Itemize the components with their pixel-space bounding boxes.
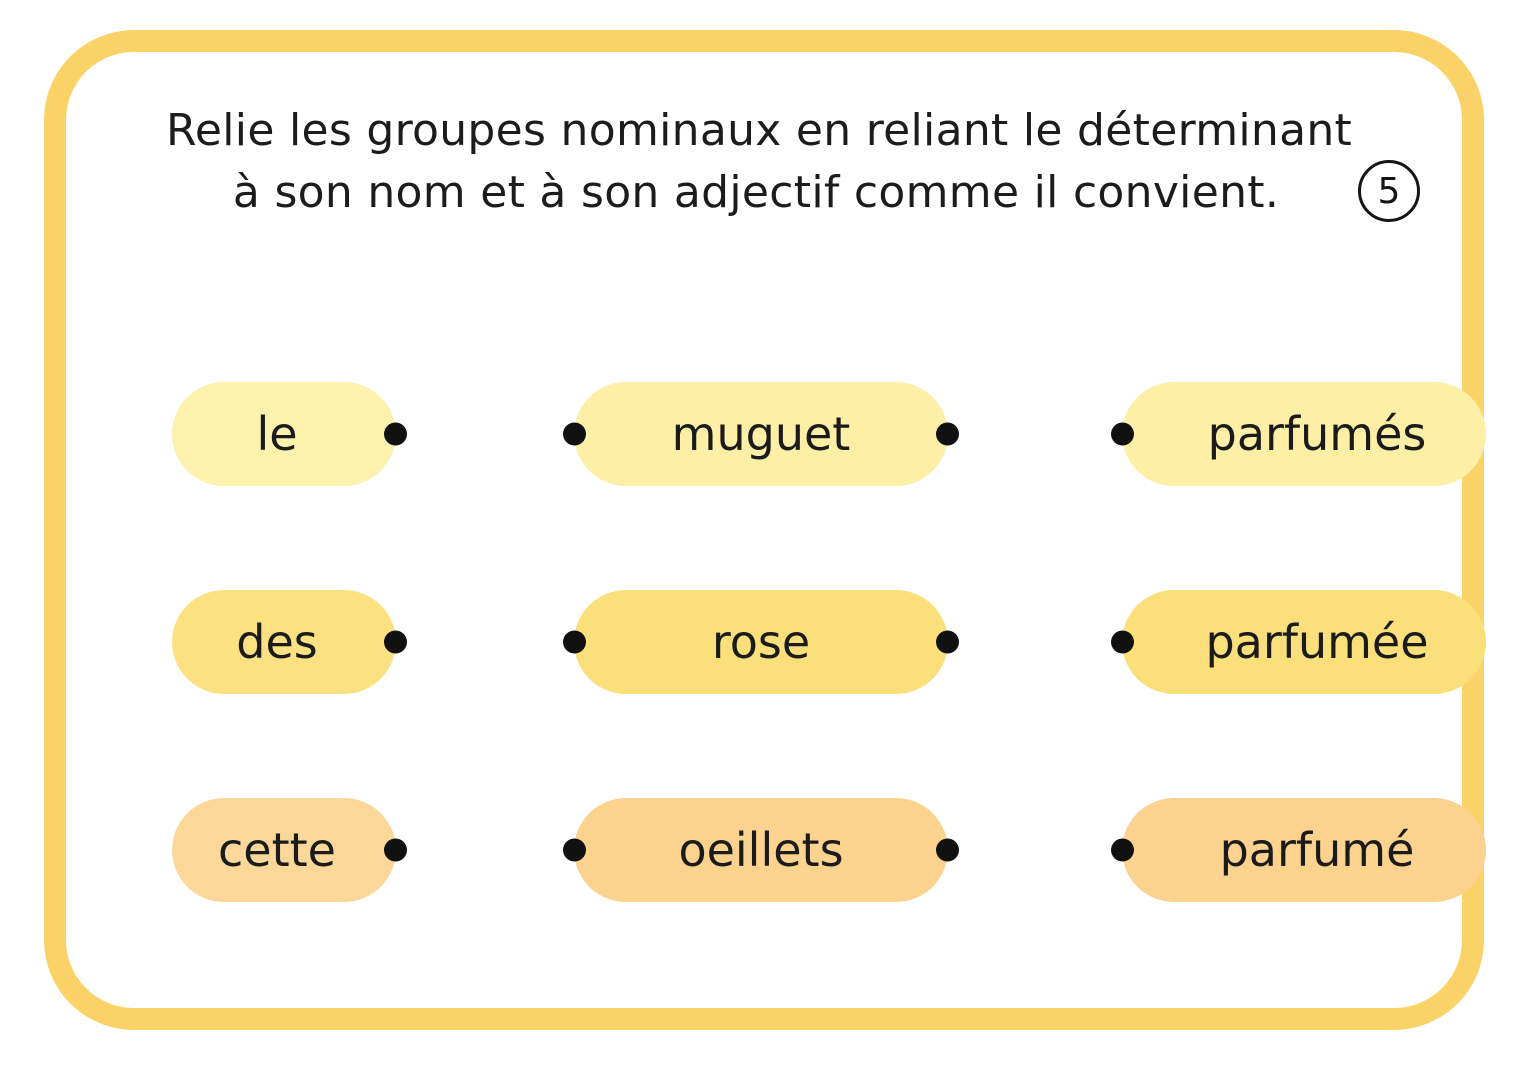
exercise-number-badge: 5 — [1358, 160, 1420, 222]
adjective-label: parfumé — [1219, 823, 1415, 877]
determinant-pill[interactable] — [172, 590, 396, 694]
connector-dot-icon[interactable] — [384, 631, 407, 654]
matching-board — [96, 352, 1472, 952]
noun-pill[interactable] — [574, 798, 948, 902]
determinant-label: le — [256, 407, 298, 461]
matching-row — [96, 590, 1472, 694]
instruction-text — [166, 100, 1353, 225]
connector-dot-icon[interactable] — [384, 423, 407, 446]
noun-pill[interactable] — [574, 590, 948, 694]
connector-dot-icon[interactable] — [1111, 423, 1134, 446]
instruction-line-1: Relie les groupes nominaux en reliant le déterminant — [166, 105, 1353, 156]
determinant-label: cette — [218, 823, 336, 877]
connector-dot-icon[interactable] — [1111, 839, 1134, 862]
adjective-label: parfumée — [1205, 615, 1429, 669]
instruction-line-2: à son nom et à son adjectif comme il convient. — [232, 167, 1280, 219]
determinant-pill[interactable] — [172, 382, 396, 486]
exercise-card — [44, 30, 1484, 1030]
connector-dot-icon[interactable] — [563, 423, 586, 446]
connector-dot-icon[interactable] — [936, 423, 959, 446]
noun-label: oeillets — [678, 823, 844, 877]
connector-dot-icon[interactable] — [384, 839, 407, 862]
adjective-pill[interactable] — [1122, 798, 1486, 902]
connector-dot-icon[interactable] — [936, 631, 959, 654]
determinant-label: des — [236, 615, 318, 669]
connector-dot-icon[interactable] — [563, 839, 586, 862]
adjective-pill[interactable] — [1122, 382, 1486, 486]
connector-dot-icon[interactable] — [1111, 631, 1134, 654]
noun-label: muguet — [671, 407, 851, 461]
adjective-label: parfumés — [1207, 407, 1427, 461]
connector-dot-icon[interactable] — [936, 839, 959, 862]
noun-label: rose — [711, 615, 811, 669]
determinant-pill[interactable] — [172, 798, 396, 902]
noun-pill[interactable] — [574, 382, 948, 486]
adjective-pill[interactable] — [1122, 590, 1486, 694]
matching-row — [96, 382, 1472, 486]
matching-row — [96, 798, 1472, 902]
connector-dot-icon[interactable] — [563, 631, 586, 654]
